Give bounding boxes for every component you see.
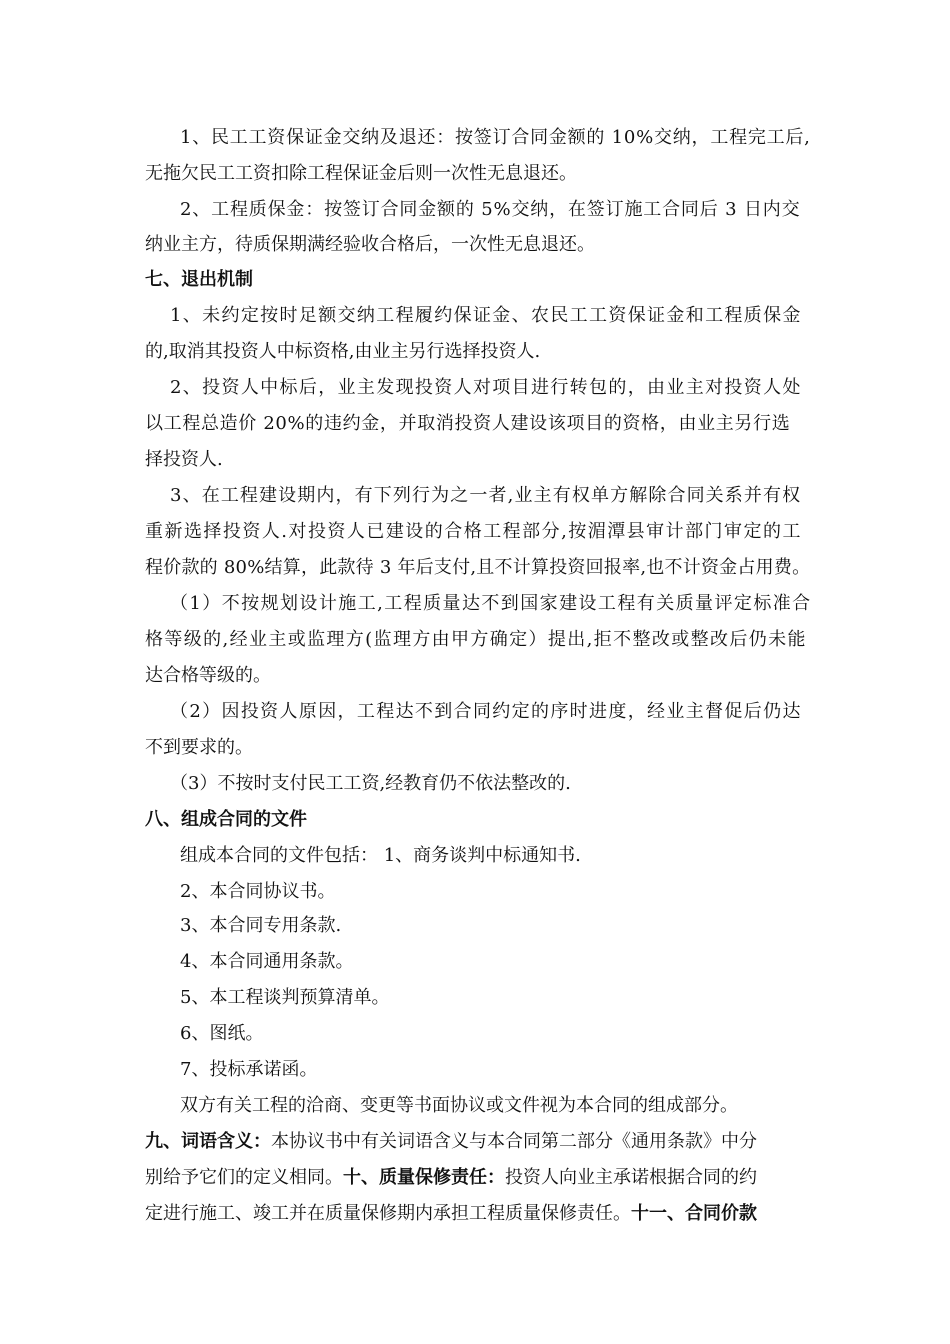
list-item: 5、本工程谈判预算清单。 — [180, 987, 390, 1008]
section-heading: 七、退出机制 — [145, 269, 253, 290]
text-line: 3、在工程建设期内，有下列行为之一者,业主有权单方解除合同关系并有权 — [170, 485, 802, 506]
text-run: 定进行施工、竣工并在质量保修期内承担工程质量保修责任。 — [145, 1203, 631, 1224]
text-line: 2、工程质保金：按签订合同金额的 5%交纳，在签订施工合同后 3 日内交 — [180, 199, 801, 220]
text-line: 2、投资人中标后，业主发现投资人对项目进行转包的，由业主对投资人处 — [170, 377, 802, 398]
list-item: 2、本合同协议书。 — [180, 881, 336, 902]
text-line: 以工程总造价 20%的违约金，并取消投资人建设该项目的资格，由业主另行选 — [145, 413, 791, 434]
text-line: 无拖欠民工工资扣除工程保证金后则一次性无息退还。 — [145, 163, 577, 184]
text-line: （3）不按时支付民工工资,经教育仍不依法整改的. — [170, 773, 571, 794]
list-item: 3、本合同专用条款. — [180, 915, 342, 936]
list-item: 7、投标承诺函。 — [180, 1059, 318, 1080]
section-heading: 八、组成合同的文件 — [145, 809, 307, 830]
text-run: 别给予它们的定义相同。 — [145, 1167, 343, 1188]
text-line: （2）因投资人原因，工程达不到合同约定的序时进度，经业主督促后仍达 — [170, 701, 802, 722]
text-line: 双方有关工程的洽商、变更等书面协议或文件视为本合同的组成部分。 — [180, 1095, 738, 1116]
text-run: 投资人向业主承诺根据合同的约 — [505, 1167, 757, 1188]
text-line: 达合格等级的。 — [145, 665, 271, 686]
text-line — [145, 1166, 757, 1190]
text-line: 1、未约定按时足额交纳工程履约保证金、农民工工资保证金和工程质保金 — [170, 305, 802, 326]
text-line: 择投资人. — [145, 449, 223, 470]
section-heading: 十一、合同价款 — [631, 1203, 757, 1224]
list-item: 4、本合同通用条款。 — [180, 951, 354, 972]
text-line: 格等级的,经业主或监理方(监理方由甲方确定）提出,拒不整改或整改后仍未能 — [145, 629, 807, 650]
text-line: 不到要求的。 — [145, 737, 253, 758]
text-line: （1）不按规划设计施工,工程质量达不到国家建设工程有关质量评定标准合 — [170, 593, 812, 614]
text-run: 本协议书中有关词语含义与本合同第二部分《通用条款》中分 — [271, 1131, 757, 1152]
text-line: 的,取消其投资人中标资格,由业主另行选择投资人. — [145, 341, 541, 362]
list-item: 6、图纸。 — [180, 1023, 264, 1044]
section-heading: 九、词语含义： — [145, 1131, 271, 1152]
text-line — [145, 1130, 757, 1154]
text-line — [145, 1202, 757, 1226]
text-line: 组成本合同的文件包括： 1、商务谈判中标通知书. — [180, 845, 581, 866]
text-line: 重新选择投资人.对投资人已建设的合格工程部分,按湄潭县审计部门审定的工 — [145, 521, 802, 542]
section-heading: 十、质量保修责任： — [343, 1167, 505, 1188]
text-line: 程价款的 80%结算，此款待 3 年后支付,且不计算投资回报率,也不计资金占用费。 — [145, 557, 811, 578]
text-line: 1、民工工资保证金交纳及退还：按签订合同金额的 10%交纳，工程完工后, — [180, 127, 811, 148]
text-line: 纳业主方，待质保期满经验收合格后，一次性无息退还。 — [145, 234, 595, 255]
